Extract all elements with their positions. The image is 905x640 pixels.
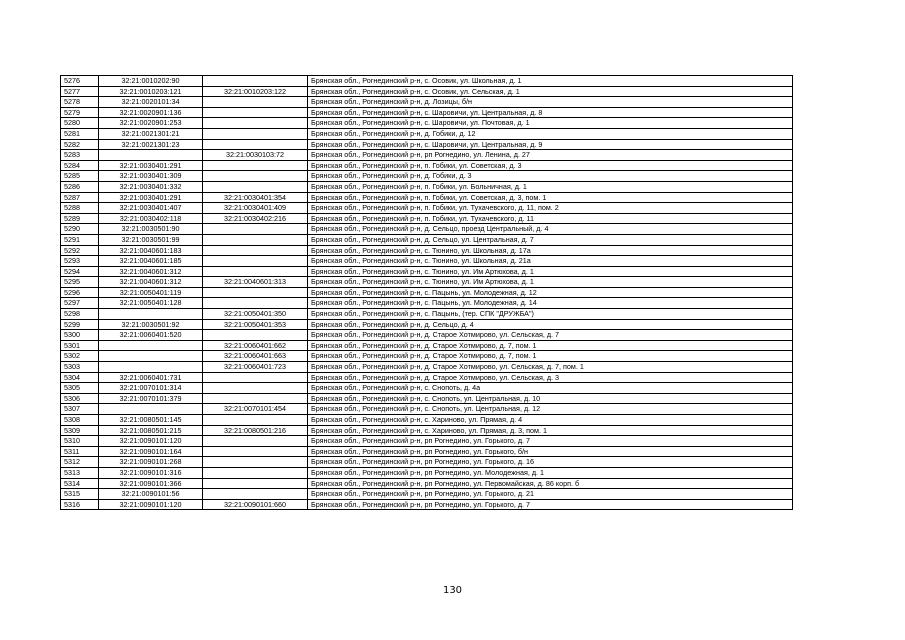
cadastral-number-cell: 32:21:0090101:268 [99, 457, 203, 468]
linked-cadastral-number-cell [203, 489, 308, 500]
row-number-cell: 5278 [61, 97, 99, 108]
address-cell: Брянская обл., Рогнединский р-н, с. Пацынь, (тер. СПК "ДРУЖБА") [308, 309, 793, 320]
linked-cadastral-number-cell [203, 107, 308, 118]
table-row [61, 467, 793, 478]
row-number-cell: 5308 [61, 415, 99, 426]
row-number-cell: 5313 [61, 467, 99, 478]
row-number-cell: 5315 [61, 489, 99, 500]
linked-cadastral-number-cell: 32:21:0030401:354 [203, 192, 308, 203]
row-number-cell: 5291 [61, 234, 99, 245]
row-number-cell: 5304 [61, 372, 99, 383]
address-cell: Брянская обл., Рогнединский р-н, п. Гобики, ул. Советская, д. 3 [308, 160, 793, 171]
linked-cadastral-number-cell [203, 224, 308, 235]
row-number-cell: 5301 [61, 340, 99, 351]
address-cell: Брянская обл., Рогнединский р-н, рп Рогнедино, ул. Ленина, д. 27 [308, 150, 793, 161]
cadastral-number-cell: 32:21:0030501:99 [99, 234, 203, 245]
address-cell: Брянская обл., Рогнединский р-н, с. Хариново, ул. Прямая, д. 4 [308, 415, 793, 426]
row-number-cell: 5298 [61, 309, 99, 320]
cadastral-number-cell: 32:21:0090101:56 [99, 489, 203, 500]
page-number: 130 [442, 585, 463, 596]
row-number-cell: 5314 [61, 478, 99, 489]
cadastral-number-cell: 32:21:0021301:21 [99, 128, 203, 139]
linked-cadastral-number-cell [203, 171, 308, 182]
address-cell: Брянская обл., Рогнединский р-н, п. Гобики, ул. Тухачевского, д. 11, пом. 2 [308, 203, 793, 214]
linked-cadastral-number-cell [203, 76, 308, 87]
cadastral-number-cell: 32:21:0020901:136 [99, 107, 203, 118]
address-cell: Брянская обл., Рогнединский р-н, рп Рогнедино, ул. Молодежная, д. 1 [308, 467, 793, 478]
table-row [61, 192, 793, 203]
cadastral-number-cell: 32:21:0080501:215 [99, 425, 203, 436]
row-number-cell: 5300 [61, 330, 99, 341]
row-number-cell: 5280 [61, 118, 99, 129]
table-row [61, 107, 793, 118]
table-row [61, 277, 793, 288]
address-cell: Брянская обл., Рогнединский р-н, д. Гобики, д. 12 [308, 128, 793, 139]
row-number-cell: 5288 [61, 203, 99, 214]
cadastral-number-cell: 32:21:0050401:119 [99, 287, 203, 298]
table-row [61, 203, 793, 214]
linked-cadastral-number-cell: 32:21:0060401:663 [203, 351, 308, 362]
table-row [61, 425, 793, 436]
address-cell: Брянская обл., Рогнединский р-н, рп Рогнедино, ул. Горького, д. 7 [308, 499, 793, 510]
table-row [61, 139, 793, 150]
address-cell: Брянская обл., Рогнединский р-н, д. Старое Хотмирово, д. 7, пом. 1 [308, 340, 793, 351]
address-cell: Брянская обл., Рогнединский р-н, с. Тюнино, ул. Школьная, д. 17а [308, 245, 793, 256]
address-cell: Брянская обл., Рогнединский р-н, д. Старое Хотмирово, ул. Сельская, д. 7, пом. 1 [308, 362, 793, 373]
row-number-cell: 5316 [61, 499, 99, 510]
cadastral-number-cell: 32:21:0030401:291 [99, 160, 203, 171]
address-cell: Брянская обл., Рогнединский р-н, д. Старое Хотмирово, д. 7, пом. 1 [308, 351, 793, 362]
address-cell: Брянская обл., Рогнединский р-н, д. Сельцо, д. 4 [308, 319, 793, 330]
linked-cadastral-number-cell: 32:21:0060401:723 [203, 362, 308, 373]
linked-cadastral-number-cell [203, 97, 308, 108]
table-row [61, 309, 793, 320]
cadastral-number-cell: 32:21:0060401:520 [99, 330, 203, 341]
table-row [61, 436, 793, 447]
table-row [61, 245, 793, 256]
cadastral-number-cell: 32:21:0040601:312 [99, 277, 203, 288]
cadastral-number-cell [99, 340, 203, 351]
table-row [61, 298, 793, 309]
table-row [61, 224, 793, 235]
address-cell: Брянская обл., Рогнединский р-н, д. Сельцо, проезд Центральный, д. 4 [308, 224, 793, 235]
row-number-cell: 5289 [61, 213, 99, 224]
linked-cadastral-number-cell [203, 415, 308, 426]
row-number-cell: 5307 [61, 404, 99, 415]
linked-cadastral-number-cell [203, 128, 308, 139]
cadastral-number-cell: 32:21:0010202:90 [99, 76, 203, 87]
row-number-cell: 5276 [61, 76, 99, 87]
linked-cadastral-number-cell [203, 266, 308, 277]
cadastral-number-cell: 32:21:0030501:90 [99, 224, 203, 235]
table-row [61, 404, 793, 415]
row-number-cell: 5296 [61, 287, 99, 298]
address-cell: Брянская обл., Рогнединский р-н, с. Снопоть, д. 4а [308, 383, 793, 394]
cadastral-number-cell: 32:21:0090101:366 [99, 478, 203, 489]
row-number-cell: 5297 [61, 298, 99, 309]
linked-cadastral-number-cell: 32:21:0030402:216 [203, 213, 308, 224]
address-cell: Брянская обл., Рогнединский р-н, с. Шаровичи, ул. Центральная, д. 8 [308, 107, 793, 118]
cadastral-number-cell [99, 309, 203, 320]
cadastral-number-cell: 32:21:0090101:316 [99, 467, 203, 478]
address-cell: Брянская обл., Рогнединский р-н, д. Старое Хотмирово, ул. Сельская, д. 3 [308, 372, 793, 383]
row-number-cell: 5295 [61, 277, 99, 288]
linked-cadastral-number-cell [203, 436, 308, 447]
cadastral-number-cell: 32:21:0090101:164 [99, 446, 203, 457]
table-row [61, 340, 793, 351]
table-row [61, 457, 793, 468]
cadastral-number-cell: 32:21:0080501:145 [99, 415, 203, 426]
table-body [61, 76, 793, 510]
address-cell: Брянская обл., Рогнединский р-н, с. Тюнино, ул. Школьная, д. 21а [308, 256, 793, 267]
address-cell: Брянская обл., Рогнединский р-н, рп Рогнедино, ул. Горького, д. 7 [308, 436, 793, 447]
table-row [61, 213, 793, 224]
cadastral-number-cell: 32:21:0070101:314 [99, 383, 203, 394]
cadastral-number-cell: 32:21:0040601:312 [99, 266, 203, 277]
linked-cadastral-number-cell: 32:21:0040601:313 [203, 277, 308, 288]
address-cell: Брянская обл., Рогнединский р-н, д. Сельцо, ул. Центральная, д. 7 [308, 234, 793, 245]
address-cell: Брянская обл., Рогнединский р-н, рп Рогнедино, ул. Горького, д. 16 [308, 457, 793, 468]
address-cell: Брянская обл., Рогнединский р-н, с. Снопоть, ул. Центральная, д. 12 [308, 404, 793, 415]
linked-cadastral-number-cell [203, 234, 308, 245]
linked-cadastral-number-cell [203, 118, 308, 129]
address-cell: Брянская обл., Рогнединский р-н, с. Шаровичи, ул. Центральная, д. 9 [308, 139, 793, 150]
cadastral-number-cell: 32:21:0030501:92 [99, 319, 203, 330]
row-number-cell: 5306 [61, 393, 99, 404]
table-row [61, 319, 793, 330]
row-number-cell: 5294 [61, 266, 99, 277]
linked-cadastral-number-cell [203, 160, 308, 171]
table-row [61, 86, 793, 97]
address-cell: Брянская обл., Рогнединский р-н, с. Шаровичи, ул. Почтовая, д. 1 [308, 118, 793, 129]
linked-cadastral-number-cell [203, 287, 308, 298]
cadastral-number-cell: 32:21:0010203:121 [99, 86, 203, 97]
table-row [61, 76, 793, 87]
row-number-cell: 5302 [61, 351, 99, 362]
address-cell: Брянская обл., Рогнединский р-н, д. Старое Хотмирово, ул. Сельская, д. 7 [308, 330, 793, 341]
row-number-cell: 5286 [61, 181, 99, 192]
table-row [61, 489, 793, 500]
cadastral-number-cell: 32:21:0050401:128 [99, 298, 203, 309]
cadastral-number-cell: 32:21:0030402:118 [99, 213, 203, 224]
linked-cadastral-number-cell [203, 181, 308, 192]
table-row [61, 287, 793, 298]
linked-cadastral-number-cell: 32:21:0090101:660 [203, 499, 308, 510]
table-row [61, 150, 793, 161]
table-row [61, 234, 793, 245]
table-row [61, 171, 793, 182]
cadastral-number-cell: 32:21:0090101:120 [99, 499, 203, 510]
linked-cadastral-number-cell [203, 446, 308, 457]
table-row [61, 415, 793, 426]
address-cell: Брянская обл., Рогнединский р-н, рп Рогнедино, ул. Первомайская, д. 86 корп. б [308, 478, 793, 489]
cadastral-number-cell: 32:21:0020901:253 [99, 118, 203, 129]
row-number-cell: 5282 [61, 139, 99, 150]
row-number-cell: 5281 [61, 128, 99, 139]
address-cell: Брянская обл., Рогнединский р-н, с. Осовик, ул. Школьная, д. 1 [308, 76, 793, 87]
table-row [61, 499, 793, 510]
linked-cadastral-number-cell [203, 467, 308, 478]
linked-cadastral-number-cell: 32:21:0030401:409 [203, 203, 308, 214]
table-row [61, 181, 793, 192]
cadastral-number-cell: 32:21:0090101:120 [99, 436, 203, 447]
table-row [61, 383, 793, 394]
address-cell: Брянская обл., Рогнединский р-н, п. Гобики, ул. Тухачевского, д. 11 [308, 213, 793, 224]
table-row [61, 97, 793, 108]
table-row [61, 351, 793, 362]
row-number-cell: 5309 [61, 425, 99, 436]
row-number-cell: 5312 [61, 457, 99, 468]
table-row [61, 393, 793, 404]
address-cell: Брянская обл., Рогнединский р-н, п. Гобики, ул. Советская, д. 3, пом. 1 [308, 192, 793, 203]
cadastral-number-cell: 32:21:0030401:309 [99, 171, 203, 182]
address-cell: Брянская обл., Рогнединский р-н, с. Тюнино, ул. Им Артюхова, д. 1 [308, 266, 793, 277]
row-number-cell: 5285 [61, 171, 99, 182]
address-cell: Брянская обл., Рогнединский р-н, с. Хариново, ул. Прямая, д. 3, пом. 1 [308, 425, 793, 436]
linked-cadastral-number-cell: 32:21:0070101:454 [203, 404, 308, 415]
cadastral-number-cell [99, 404, 203, 415]
cadastral-number-cell: 32:21:0021301:23 [99, 139, 203, 150]
address-cell: Брянская обл., Рогнединский р-н, с. Пацынь, ул. Молодежная, д. 14 [308, 298, 793, 309]
address-cell: Брянская обл., Рогнединский р-н, п. Гобики, ул. Больничная, д. 1 [308, 181, 793, 192]
linked-cadastral-number-cell [203, 383, 308, 394]
row-number-cell: 5293 [61, 256, 99, 267]
table-row [61, 266, 793, 277]
table-row [61, 256, 793, 267]
cadastral-number-cell: 32:21:0070101:379 [99, 393, 203, 404]
linked-cadastral-number-cell: 32:21:0060401:662 [203, 340, 308, 351]
row-number-cell: 5279 [61, 107, 99, 118]
address-cell: Брянская обл., Рогнединский р-н, д. Лозицы, б/н [308, 97, 793, 108]
linked-cadastral-number-cell [203, 372, 308, 383]
cadastral-number-cell: 32:21:0030401:407 [99, 203, 203, 214]
row-number-cell: 5287 [61, 192, 99, 203]
table-row [61, 446, 793, 457]
linked-cadastral-number-cell: 32:21:0050401:350 [203, 309, 308, 320]
row-number-cell: 5284 [61, 160, 99, 171]
table-row [61, 160, 793, 171]
cadastral-number-cell: 32:21:0040601:183 [99, 245, 203, 256]
row-number-cell: 5290 [61, 224, 99, 235]
linked-cadastral-number-cell: 32:21:0080501:216 [203, 425, 308, 436]
cadastral-number-cell: 32:21:0060401:731 [99, 372, 203, 383]
row-number-cell: 5303 [61, 362, 99, 373]
table-row [61, 372, 793, 383]
linked-cadastral-number-cell [203, 478, 308, 489]
address-cell: Брянская обл., Рогнединский р-н, с. Тюнино, ул. Им Артюхова, д. 1 [308, 277, 793, 288]
cadastral-number-cell [99, 351, 203, 362]
cadastral-number-cell [99, 150, 203, 161]
table-row [61, 128, 793, 139]
linked-cadastral-number-cell [203, 330, 308, 341]
row-number-cell: 5299 [61, 319, 99, 330]
address-cell: Брянская обл., Рогнединский р-н, с. Пацынь, ул. Молодежная, д. 12 [308, 287, 793, 298]
linked-cadastral-number-cell: 32:21:0050401:353 [203, 319, 308, 330]
cadastral-number-cell: 32:21:0030401:332 [99, 181, 203, 192]
row-number-cell: 5305 [61, 383, 99, 394]
row-number-cell: 5311 [61, 446, 99, 457]
row-number-cell: 5310 [61, 436, 99, 447]
address-cell: Брянская обл., Рогнединский р-н, рп Рогнедино, ул. Горького, д. 21 [308, 489, 793, 500]
cadastral-number-cell [99, 362, 203, 373]
cadastral-number-cell: 32:21:0040601:185 [99, 256, 203, 267]
address-cell: Брянская обл., Рогнединский р-н, с. Снопоть, ул. Центральная, д. 10 [308, 393, 793, 404]
table-row [61, 362, 793, 373]
address-cell: Брянская обл., Рогнединский р-н, рп Рогнедино, ул. Горького, б/н [308, 446, 793, 457]
row-number-cell: 5277 [61, 86, 99, 97]
cadastral-number-cell: 32:21:0020101:34 [99, 97, 203, 108]
linked-cadastral-number-cell: 32:21:0030103:72 [203, 150, 308, 161]
table-row [61, 118, 793, 129]
cadastral-number-cell: 32:21:0030401:291 [99, 192, 203, 203]
row-number-cell: 5283 [61, 150, 99, 161]
address-cell: Брянская обл., Рогнединский р-н, д. Гобики, д. 3 [308, 171, 793, 182]
linked-cadastral-number-cell [203, 256, 308, 267]
linked-cadastral-number-cell [203, 457, 308, 468]
linked-cadastral-number-cell [203, 393, 308, 404]
table-row [61, 330, 793, 341]
linked-cadastral-number-cell: 32:21:0010203:122 [203, 86, 308, 97]
linked-cadastral-number-cell [203, 298, 308, 309]
row-number-cell: 5292 [61, 245, 99, 256]
linked-cadastral-number-cell [203, 139, 308, 150]
property-table [60, 75, 793, 510]
address-cell: Брянская обл., Рогнединский р-н, с. Осовик, ул. Сельская, д. 1 [308, 86, 793, 97]
table-row [61, 478, 793, 489]
linked-cadastral-number-cell [203, 245, 308, 256]
